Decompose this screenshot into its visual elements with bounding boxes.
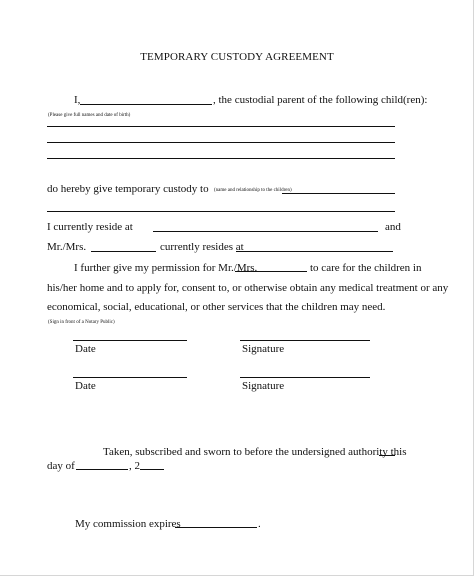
guardian-name-line[interactable] bbox=[282, 193, 395, 194]
day-of-text: day of bbox=[47, 460, 75, 472]
notary-note: (Sign in front of a Notary Public) bbox=[48, 320, 115, 325]
guardian-address-line[interactable] bbox=[236, 251, 393, 252]
signature-label-2: Signature bbox=[242, 380, 285, 392]
child-info-note: (Please give full names and date of birth) bbox=[48, 113, 131, 118]
date-line-1[interactable] bbox=[73, 340, 187, 341]
custody-lead-text: do hereby give temporary custody to bbox=[47, 183, 209, 195]
sworn-day-line[interactable] bbox=[379, 455, 395, 456]
date-line-2[interactable] bbox=[73, 377, 187, 378]
permission-end-text: to care for the children in bbox=[310, 262, 422, 274]
signature-label-1: Signature bbox=[242, 343, 285, 355]
commission-expiry-line[interactable] bbox=[175, 527, 257, 528]
permission-paragraph-line-3: economical, social, educational, or other services that the children may need. bbox=[47, 301, 386, 313]
parent-address-line[interactable] bbox=[153, 231, 378, 232]
guardian-mrmrs-line[interactable] bbox=[91, 251, 156, 252]
document-title: TEMPORARY CUSTODY AGREEMENT bbox=[140, 51, 334, 63]
commission-end-period: . bbox=[258, 518, 261, 530]
guardian-info-note: (name and relationship to the children) bbox=[214, 188, 292, 193]
guardian-line-2[interactable] bbox=[47, 211, 395, 212]
custodial-parent-text: , the custodial parent of the following child(ren): bbox=[213, 94, 428, 106]
date-label-1: Date bbox=[75, 343, 96, 355]
year-prefix-text: , 2 bbox=[129, 460, 140, 472]
currently-resides-text: currently resides at bbox=[160, 241, 244, 253]
sworn-month-line[interactable] bbox=[76, 469, 128, 470]
parent-name-line[interactable] bbox=[80, 104, 212, 105]
child-line-1[interactable] bbox=[47, 126, 395, 127]
signature-line-2[interactable] bbox=[240, 377, 370, 378]
permission-lead-text: I further give my permission for Mr./Mrs. bbox=[74, 262, 258, 274]
date-label-2: Date bbox=[75, 380, 96, 392]
sworn-year-line[interactable] bbox=[140, 469, 164, 470]
child-line-3[interactable] bbox=[47, 158, 395, 159]
child-line-2[interactable] bbox=[47, 142, 395, 143]
signature-line-1[interactable] bbox=[240, 340, 370, 341]
permission-paragraph-line-2: his/her home and to apply for, consent to, or otherwise obtain any medical treatment or any bbox=[47, 282, 449, 294]
mrmrs-text: Mr./Mrs. bbox=[47, 241, 87, 253]
reside-lead-text: I currently reside at bbox=[47, 221, 133, 233]
reside-and-text: and bbox=[385, 221, 401, 233]
permission-name-line[interactable] bbox=[235, 271, 307, 272]
sworn-statement-text: Taken, subscribed and sworn to before the undersigned authority this bbox=[103, 446, 407, 458]
parent-intro-text: I, bbox=[74, 94, 81, 106]
commission-label: My commission expires bbox=[75, 518, 181, 530]
